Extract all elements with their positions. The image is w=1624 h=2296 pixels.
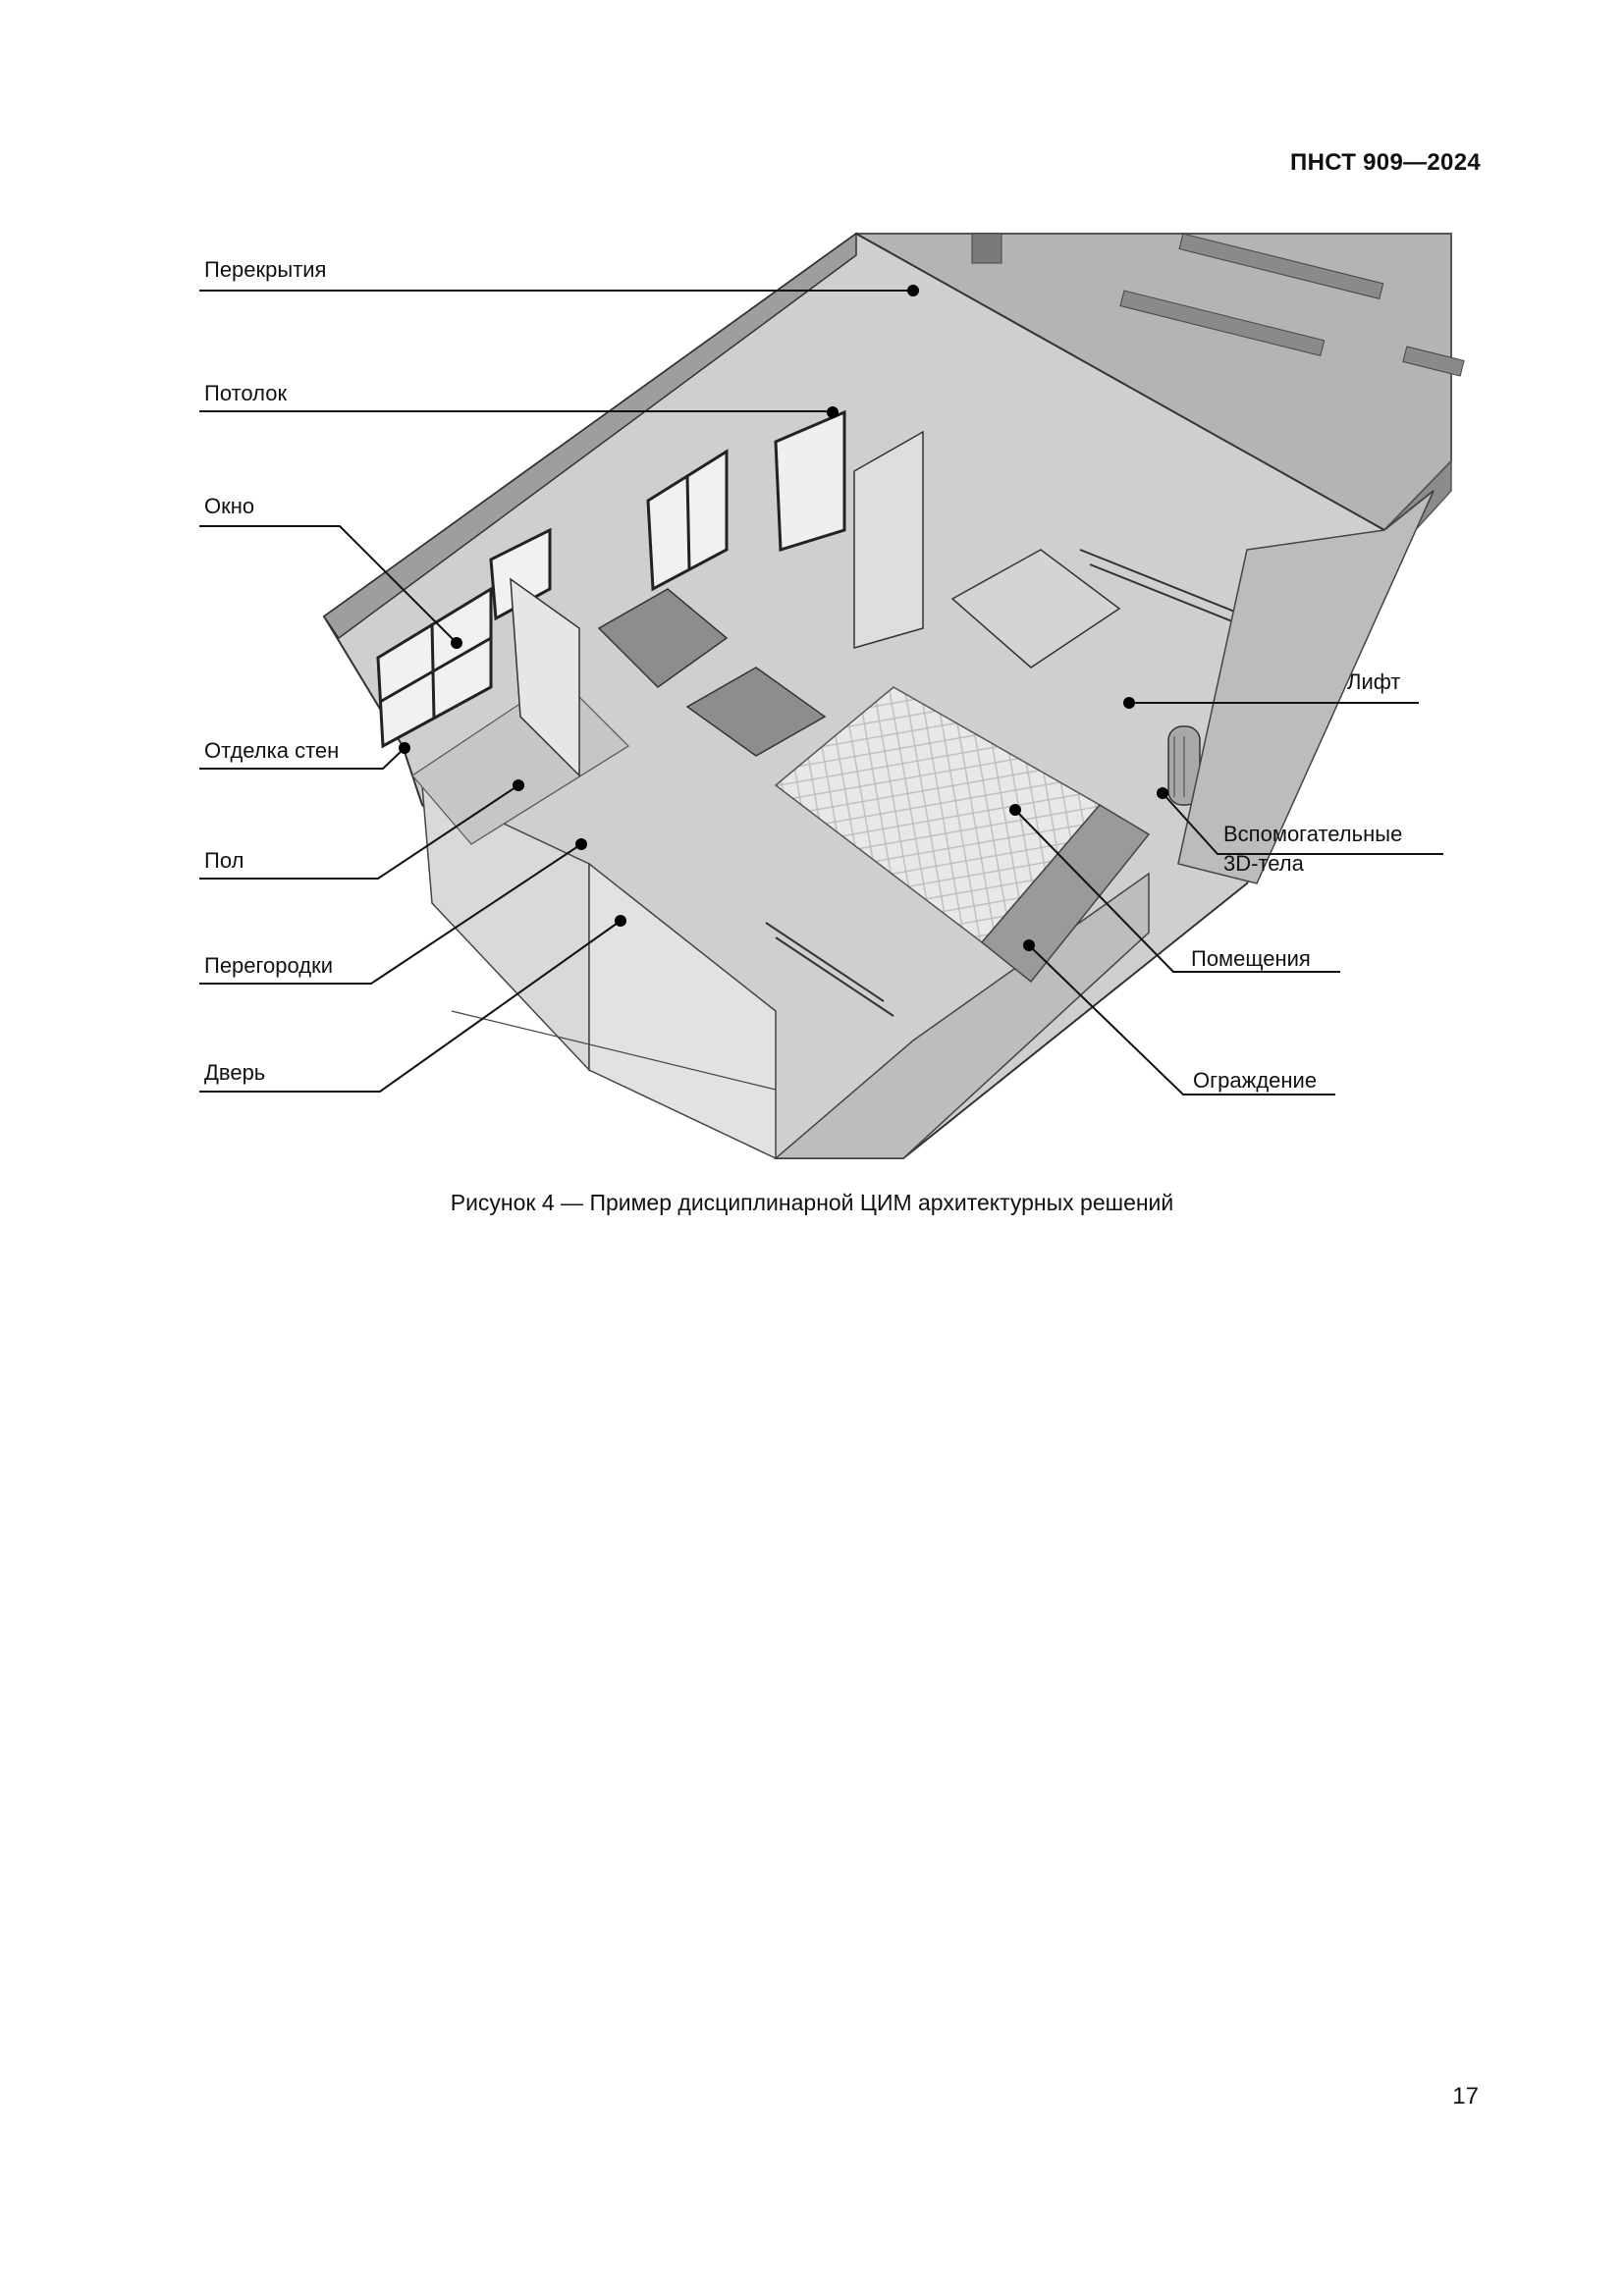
label-aux-bodies-line1: Вспомогательные (1223, 822, 1403, 846)
document-code: ПНСТ 909—2024 (1290, 149, 1481, 176)
label-ceiling: Потолок (204, 381, 288, 405)
label-floor: Пол (204, 848, 244, 873)
label-window: Окно (204, 494, 255, 518)
label-aux-bodies (1223, 820, 1402, 879)
page-number: 17 (1452, 2083, 1479, 2109)
label-fencing: Ограждение (1193, 1068, 1318, 1093)
label-aux-bodies-line2: 3D-тела (1223, 851, 1304, 876)
label-door: Дверь (204, 1060, 266, 1085)
label-wall-finish: Отделка стен (204, 738, 340, 763)
label-rooms: Помещения (1191, 946, 1311, 971)
label-elevator: Лифт (1347, 669, 1401, 694)
label-partitions: Перегородки (204, 953, 334, 978)
figure-caption: Рисунок 4 — Пример дисциплинарной ЦИМ архитектурных решений (450, 1190, 1174, 1215)
label-floors: Перекрытия (204, 257, 327, 282)
